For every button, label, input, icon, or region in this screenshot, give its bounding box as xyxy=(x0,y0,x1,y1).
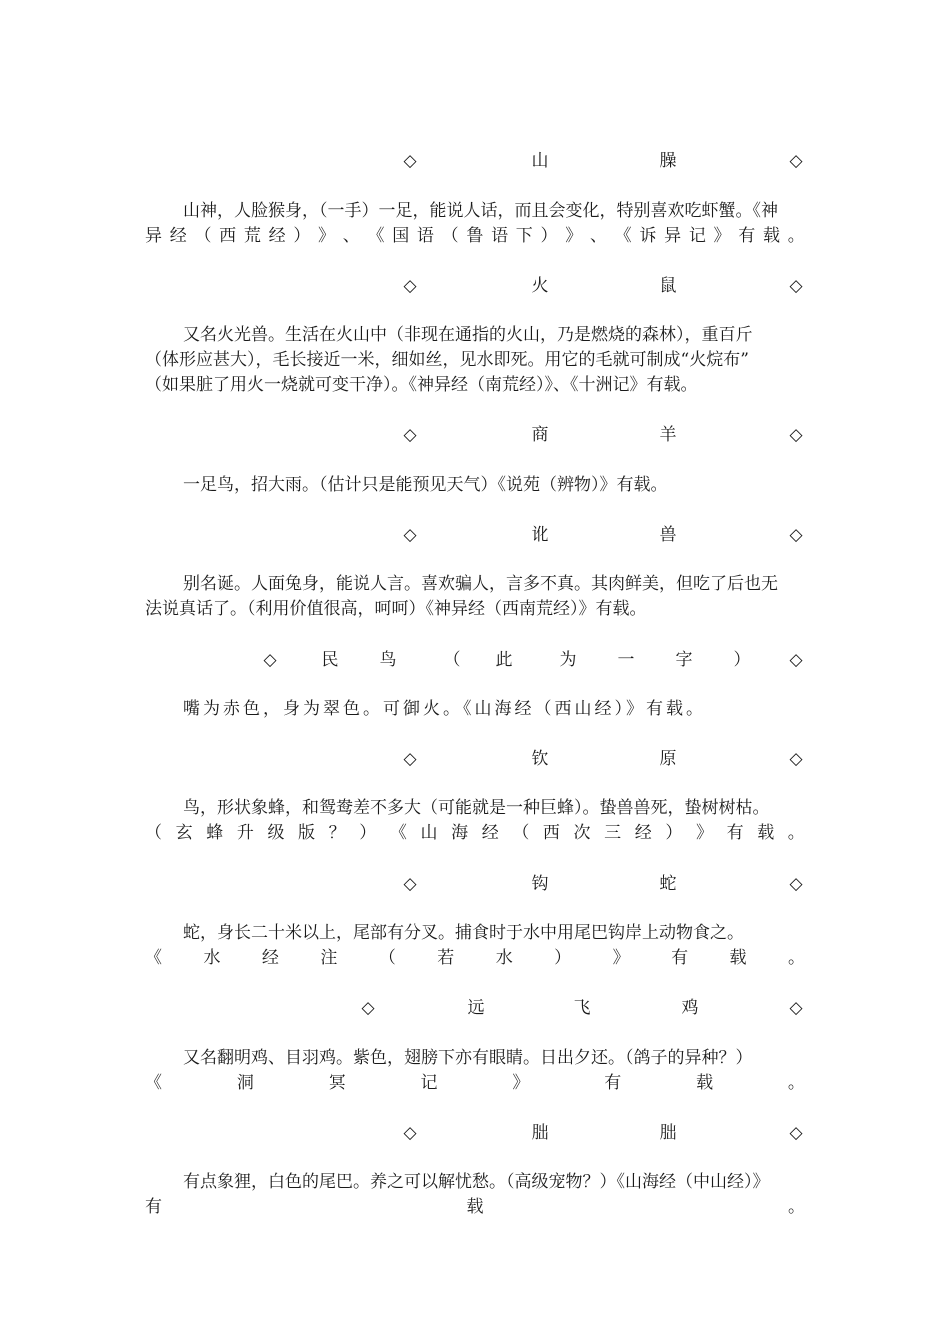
text-char: 有 xyxy=(145,1197,162,1217)
entry-heading-yuanfeiji xyxy=(0,995,950,1021)
text-char: 记 xyxy=(420,1073,438,1093)
text-char: 三 xyxy=(604,823,622,843)
heading-char: 鸟 xyxy=(379,650,397,670)
text-line: 别名诞。人面兔身，能说人言。喜欢骗人，言多不真。其肉鲜美，但吃了后也无 xyxy=(183,574,778,594)
heading-char: 讹 xyxy=(531,525,549,545)
text-char: 、 xyxy=(589,226,607,246)
diamond-icon: ◇ xyxy=(403,151,417,171)
text-char: 水 xyxy=(495,948,513,968)
text-char: 西 xyxy=(542,823,560,843)
text-char: 《 xyxy=(145,1073,162,1093)
entry-text-minniao xyxy=(145,697,805,722)
text-char: ） xyxy=(554,948,572,968)
heading-char: 民 xyxy=(321,650,339,670)
text-char: 载 xyxy=(757,823,775,843)
text-line: 又名火光兽。生活在火山中（非现在通指的火山，乃是燃烧的森林），重百斤 xyxy=(183,325,753,345)
text-char: 鲁 xyxy=(466,226,484,246)
text-char: 水 xyxy=(203,948,221,968)
text-char: 载 xyxy=(696,1073,714,1093)
text-char: 荒 xyxy=(243,226,261,246)
diamond-icon: ◇ xyxy=(789,1123,803,1143)
text-char: ） xyxy=(293,226,311,246)
entry-text-eshou xyxy=(145,572,805,622)
heading-char: 臊 xyxy=(659,151,677,171)
text-line: 法说真话了。（利用价值很高，呵呵）《神异经（西南荒经）》有载。 xyxy=(145,599,647,619)
text-char: 有 xyxy=(738,226,756,246)
entry-text-shangyang xyxy=(145,473,805,498)
text-char: 经 xyxy=(268,226,286,246)
text-char: 》 xyxy=(565,226,583,246)
text-line: 山神，人脸猴身，（一手）一足，能说人话，而且会变化，特别喜欢吃虾蟹。《神 xyxy=(183,201,778,221)
heading-char: 一 xyxy=(617,650,635,670)
text-line: 嘴为赤色，身为翠色。可御火。《山海经（西山经）》有载。 xyxy=(183,699,706,719)
entry-text-yuanfeiji xyxy=(145,1046,805,1096)
text-char: 经 xyxy=(634,823,652,843)
heading-char: （ xyxy=(443,650,461,670)
text-char: ） xyxy=(359,823,377,843)
diamond-icon: ◇ xyxy=(361,998,375,1018)
text-char: 载 xyxy=(729,948,747,968)
diamond-icon: ◇ xyxy=(789,525,803,545)
text-line: 蛇，身长二十米以上，尾部有分叉。捕食时于水中用尾巴钩岸上动物食之。 xyxy=(183,923,744,943)
heading-char: 鼠 xyxy=(659,276,677,296)
text-char: 载 xyxy=(762,226,780,246)
text-char: 《 xyxy=(389,823,407,843)
heading-char: 蛇 xyxy=(659,874,677,894)
text-char: （ xyxy=(378,948,396,968)
text-char: 异 xyxy=(664,226,682,246)
text-char: 记 xyxy=(688,226,706,246)
text-char: 《 xyxy=(367,226,385,246)
text-char: 。 xyxy=(787,226,805,246)
heading-char: 兽 xyxy=(659,525,677,545)
entry-heading-huoshu xyxy=(0,273,950,299)
text-line-justified xyxy=(145,224,805,249)
diamond-icon: ◇ xyxy=(403,425,417,445)
text-char: （ xyxy=(512,823,530,843)
text-char: ？ xyxy=(328,823,346,843)
entry-heading-eshou xyxy=(0,522,950,548)
text-char: （ xyxy=(441,226,459,246)
entry-heading-shansao xyxy=(0,148,950,174)
text-line: （体形应甚大），毛长接近一米，细如丝，见水即死。用它的毛就可制成“火烷布” xyxy=(145,350,749,370)
text-char: 山 xyxy=(420,823,438,843)
text-line: 又名翻明鸡、目羽鸡。紫色，翅膀下亦有眼睛。日出夕还。（鸽子的异种？） xyxy=(183,1048,753,1068)
diamond-icon: ◇ xyxy=(789,998,803,1018)
heading-char: 商 xyxy=(531,425,549,445)
text-line: （如果脏了用火一烧就可变干净）。《神异经（南荒经）》、《十洲记》有载。 xyxy=(145,375,698,395)
text-char: 经 xyxy=(261,948,279,968)
text-char: 《 xyxy=(614,226,632,246)
text-char: 语 xyxy=(416,226,434,246)
heading-char: 为 xyxy=(559,650,577,670)
text-char: 若 xyxy=(437,948,455,968)
text-char: 、 xyxy=(342,226,360,246)
heading-char: 此 xyxy=(495,650,513,670)
text-char: 注 xyxy=(320,948,338,968)
entry-text-huoshu xyxy=(145,323,805,398)
heading-char: 飞 xyxy=(573,998,591,1018)
text-char: 蜂 xyxy=(206,823,224,843)
heading-char: 山 xyxy=(531,151,549,171)
entry-heading-shangyang xyxy=(0,422,950,448)
heading-char: 朏 xyxy=(531,1123,549,1143)
entry-text-shansao xyxy=(145,199,805,249)
diamond-icon: ◇ xyxy=(403,1123,417,1143)
text-char: 语 xyxy=(491,226,509,246)
text-line-justified xyxy=(145,946,805,971)
text-char: ） xyxy=(540,226,558,246)
text-char: 》 xyxy=(318,226,336,246)
text-char: 升 xyxy=(236,823,254,843)
text-char: （ xyxy=(194,226,212,246)
text-char: 洞 xyxy=(236,1073,254,1093)
diamond-icon: ◇ xyxy=(789,874,803,894)
entry-text-feifei xyxy=(145,1170,805,1220)
diamond-icon: ◇ xyxy=(789,276,803,296)
diamond-icon: ◇ xyxy=(403,525,417,545)
text-char: 海 xyxy=(451,823,469,843)
entry-text-qinyuan xyxy=(145,796,805,846)
heading-char: 原 xyxy=(659,749,677,769)
text-char: 玄 xyxy=(175,823,193,843)
diamond-icon: ◇ xyxy=(789,425,803,445)
diamond-icon: ◇ xyxy=(263,650,277,670)
text-char: 有 xyxy=(726,823,744,843)
text-char: （ xyxy=(145,823,162,843)
diamond-icon: ◇ xyxy=(789,749,803,769)
text-char: 有 xyxy=(604,1073,622,1093)
text-char: 西 xyxy=(219,226,237,246)
heading-char: 远 xyxy=(467,998,485,1018)
text-char: 次 xyxy=(573,823,591,843)
text-line-justified xyxy=(145,821,805,846)
text-char: 。 xyxy=(787,948,805,968)
text-char: 》 xyxy=(713,226,731,246)
text-char: 版 xyxy=(298,823,316,843)
text-char: 级 xyxy=(267,823,285,843)
heading-char: 钩 xyxy=(531,874,549,894)
text-line: 有点象狸，白色的尾巴。养之可以解忧愁。（高级宠物？）《山海经（中山经）》 xyxy=(183,1172,770,1192)
text-line-justified xyxy=(145,1071,805,1096)
text-char: 异 xyxy=(145,226,162,246)
entry-heading-minniao xyxy=(0,647,950,673)
text-char: 载 xyxy=(466,1197,484,1217)
text-char: 《 xyxy=(145,948,162,968)
text-char: 。 xyxy=(787,823,805,843)
diamond-icon: ◇ xyxy=(789,650,803,670)
text-char: 》 xyxy=(695,823,713,843)
text-line: 一足鸟，招大雨。（估计只是能预见天气）《说苑（辨物）》有载。 xyxy=(183,475,668,495)
text-line-justified xyxy=(145,1195,805,1220)
text-char: 经 xyxy=(481,823,499,843)
text-char: 。 xyxy=(787,1073,805,1093)
diamond-icon: ◇ xyxy=(403,276,417,296)
entry-text-goushe xyxy=(145,921,805,971)
text-char: 》 xyxy=(612,948,630,968)
text-char: 冥 xyxy=(328,1073,346,1093)
text-char: 下 xyxy=(515,226,533,246)
diamond-icon: ◇ xyxy=(403,874,417,894)
entry-heading-qinyuan xyxy=(0,746,950,772)
heading-char: 羊 xyxy=(659,425,677,445)
heading-char: 朏 xyxy=(659,1123,677,1143)
text-char: ） xyxy=(665,823,683,843)
text-line: 鸟，形状象蜂，和鸳鸯差不多大（可能就是一种巨蜂）。蛰兽兽死，蛰树树枯。 xyxy=(183,798,770,818)
heading-char: 钦 xyxy=(531,749,549,769)
text-char: 有 xyxy=(671,948,689,968)
heading-char: 鸡 xyxy=(681,998,699,1018)
heading-char: 字 xyxy=(675,650,693,670)
text-char: 国 xyxy=(392,226,410,246)
diamond-icon: ◇ xyxy=(403,749,417,769)
text-char: 。 xyxy=(788,1197,805,1217)
entry-heading-goushe xyxy=(0,871,950,897)
diamond-icon: ◇ xyxy=(789,151,803,171)
entry-heading-feifei xyxy=(0,1120,950,1146)
text-char: 诉 xyxy=(639,226,657,246)
heading-char: ） xyxy=(733,650,751,670)
text-char: 经 xyxy=(169,226,187,246)
heading-char: 火 xyxy=(531,276,549,296)
text-char: 》 xyxy=(512,1073,530,1093)
